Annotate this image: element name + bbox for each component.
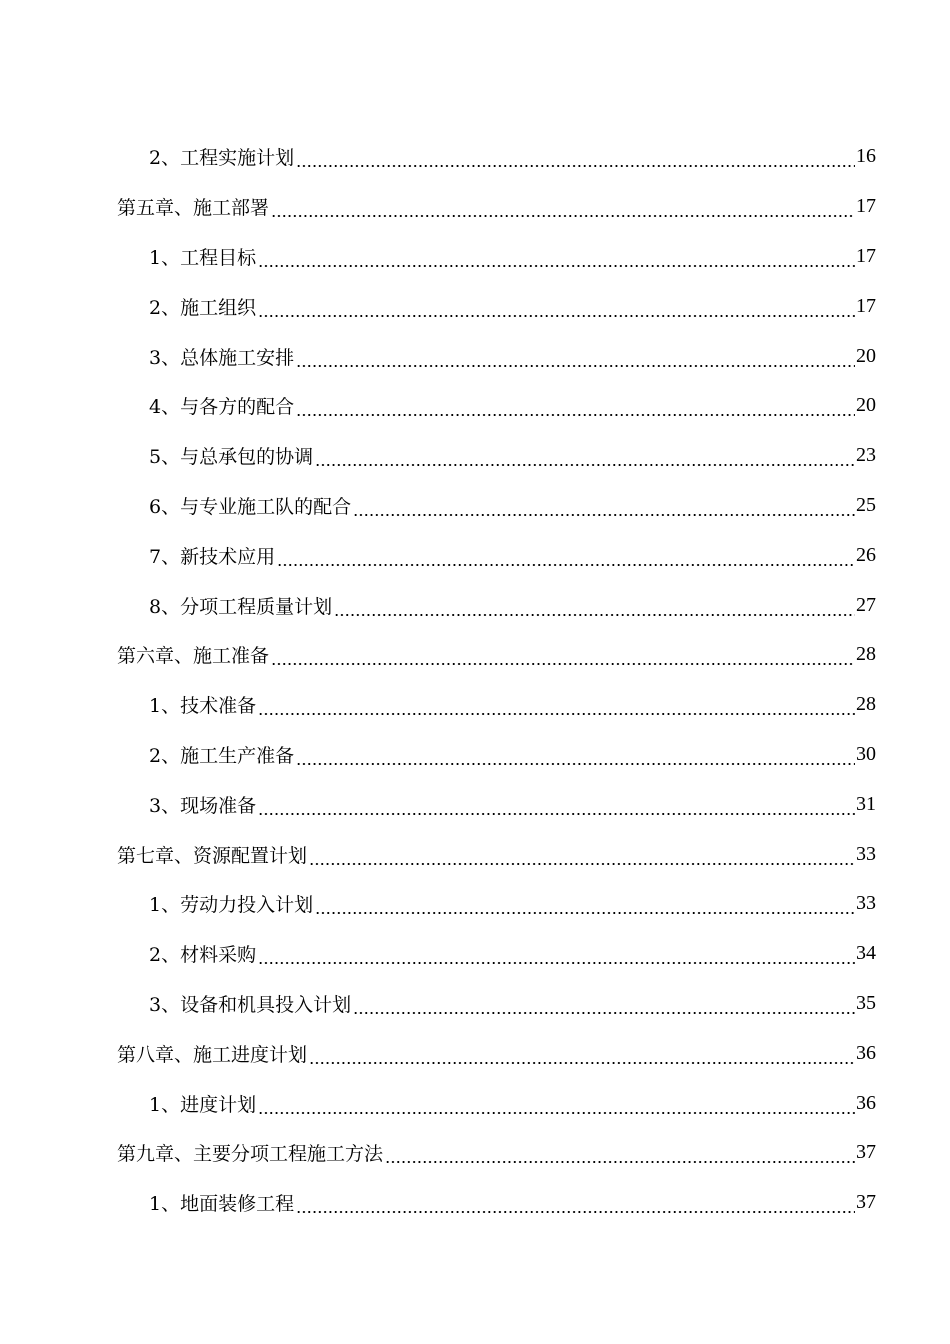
toc-page-number: 33: [856, 892, 876, 915]
dot-leader: [309, 847, 855, 866]
toc-page-number: 36: [856, 1041, 876, 1064]
dot-leader: [334, 598, 855, 617]
toc-page-number: 37: [856, 1141, 876, 1164]
toc-page-number: 27: [856, 593, 876, 616]
toc-entry-title: 第七章、资源配置计划: [117, 844, 308, 867]
toc-page-number: 33: [856, 842, 876, 865]
dot-leader: [271, 199, 855, 218]
dot-leader: [296, 349, 855, 368]
dot-leader: [385, 1145, 855, 1164]
toc-section-entry[interactable]: [0, 331, 950, 381]
toc-section-entry[interactable]: [0, 381, 950, 431]
toc-page-number: 23: [856, 444, 876, 467]
dot-leader: [277, 548, 855, 567]
toc-section-entry[interactable]: [0, 530, 950, 580]
toc-page-number: 16: [856, 145, 876, 168]
toc-entry-title: 3、设备和机具投入计划: [149, 993, 352, 1016]
toc-entry-title: 2、工程实施计划: [149, 147, 295, 170]
toc-entry-title: 6、与专业施工队的配合: [149, 495, 352, 518]
toc-entry-title: 第五章、施工部署: [117, 197, 270, 220]
dot-leader: [296, 149, 855, 168]
toc-entry-title: 1、进度计划: [149, 1093, 257, 1116]
toc-page-number: 28: [856, 693, 876, 716]
toc-entry-title: 1、劳动力投入计划: [149, 894, 314, 917]
toc-entry-title: 1、地面装修工程: [149, 1193, 295, 1216]
toc-page-number: 17: [856, 244, 876, 267]
dot-leader: [315, 448, 855, 467]
toc-section-entry[interactable]: [0, 580, 950, 630]
toc-entry-title: 第六章、施工准备: [117, 645, 270, 668]
toc-entry-title: 5、与总承包的协调: [149, 446, 314, 469]
dot-leader: [309, 1046, 855, 1065]
toc-entry-title: 2、施工组织: [149, 296, 257, 319]
toc-section-entry[interactable]: [0, 281, 950, 331]
toc-page-number: 20: [856, 394, 876, 417]
dot-leader: [315, 896, 855, 915]
toc-section-entry[interactable]: [0, 730, 950, 780]
toc-entry-title: 3、现场准备: [149, 794, 257, 817]
toc-chapter-entry[interactable]: [0, 1128, 950, 1178]
toc-page-number: 37: [856, 1191, 876, 1214]
dot-leader: [296, 398, 855, 417]
dot-leader: [353, 498, 855, 517]
toc-section-entry[interactable]: [0, 680, 950, 730]
table-of-contents: [0, 132, 950, 1228]
toc-section-entry[interactable]: [0, 929, 950, 979]
toc-chapter-entry[interactable]: [0, 630, 950, 680]
toc-entry-title: 3、总体施工安排: [149, 346, 295, 369]
toc-page-number: 30: [856, 742, 876, 765]
toc-page-number: 25: [856, 493, 876, 516]
toc-section-entry[interactable]: [0, 1078, 950, 1128]
dot-leader: [258, 249, 855, 268]
toc-page-number: 17: [856, 294, 876, 317]
toc-page-number: 31: [856, 792, 876, 815]
toc-entry-title: 2、施工生产准备: [149, 744, 295, 767]
toc-section-entry[interactable]: [0, 232, 950, 282]
toc-page-number: 26: [856, 543, 876, 566]
toc-page-number: 36: [856, 1091, 876, 1114]
toc-section-entry[interactable]: [0, 1178, 950, 1228]
toc-entry-title: 8、分项工程质量计划: [149, 595, 333, 618]
dot-leader: [258, 797, 855, 816]
toc-section-entry[interactable]: [0, 481, 950, 531]
toc-page-number: 35: [856, 991, 876, 1014]
toc-page-number: 28: [856, 643, 876, 666]
toc-chapter-entry[interactable]: [0, 829, 950, 879]
dot-leader: [258, 946, 855, 965]
toc-section-entry[interactable]: [0, 132, 950, 182]
toc-section-entry[interactable]: [0, 979, 950, 1029]
toc-chapter-entry[interactable]: [0, 182, 950, 232]
toc-entry-title: 第八章、施工进度计划: [117, 1043, 308, 1066]
dot-leader: [258, 1096, 855, 1115]
dot-leader: [353, 996, 855, 1015]
toc-page-number: 20: [856, 344, 876, 367]
toc-section-entry[interactable]: [0, 431, 950, 481]
toc-chapter-entry[interactable]: [0, 1028, 950, 1078]
dot-leader: [258, 299, 855, 318]
toc-entry-title: 1、工程目标: [149, 246, 257, 269]
toc-section-entry[interactable]: [0, 879, 950, 929]
toc-entry-title: 2、材料采购: [149, 944, 257, 967]
toc-entry-title: 4、与各方的配合: [149, 396, 295, 419]
toc-page-number: 34: [856, 942, 876, 965]
toc-entry-title: 第九章、主要分项工程施工方法: [117, 1143, 384, 1166]
toc-entry-title: 1、技术准备: [149, 695, 257, 718]
dot-leader: [296, 747, 855, 766]
dot-leader: [258, 697, 855, 716]
dot-leader: [296, 1195, 855, 1214]
dot-leader: [271, 647, 855, 666]
toc-section-entry[interactable]: [0, 779, 950, 829]
toc-page-number: 17: [856, 195, 876, 218]
toc-entry-title: 7、新技术应用: [149, 545, 276, 568]
